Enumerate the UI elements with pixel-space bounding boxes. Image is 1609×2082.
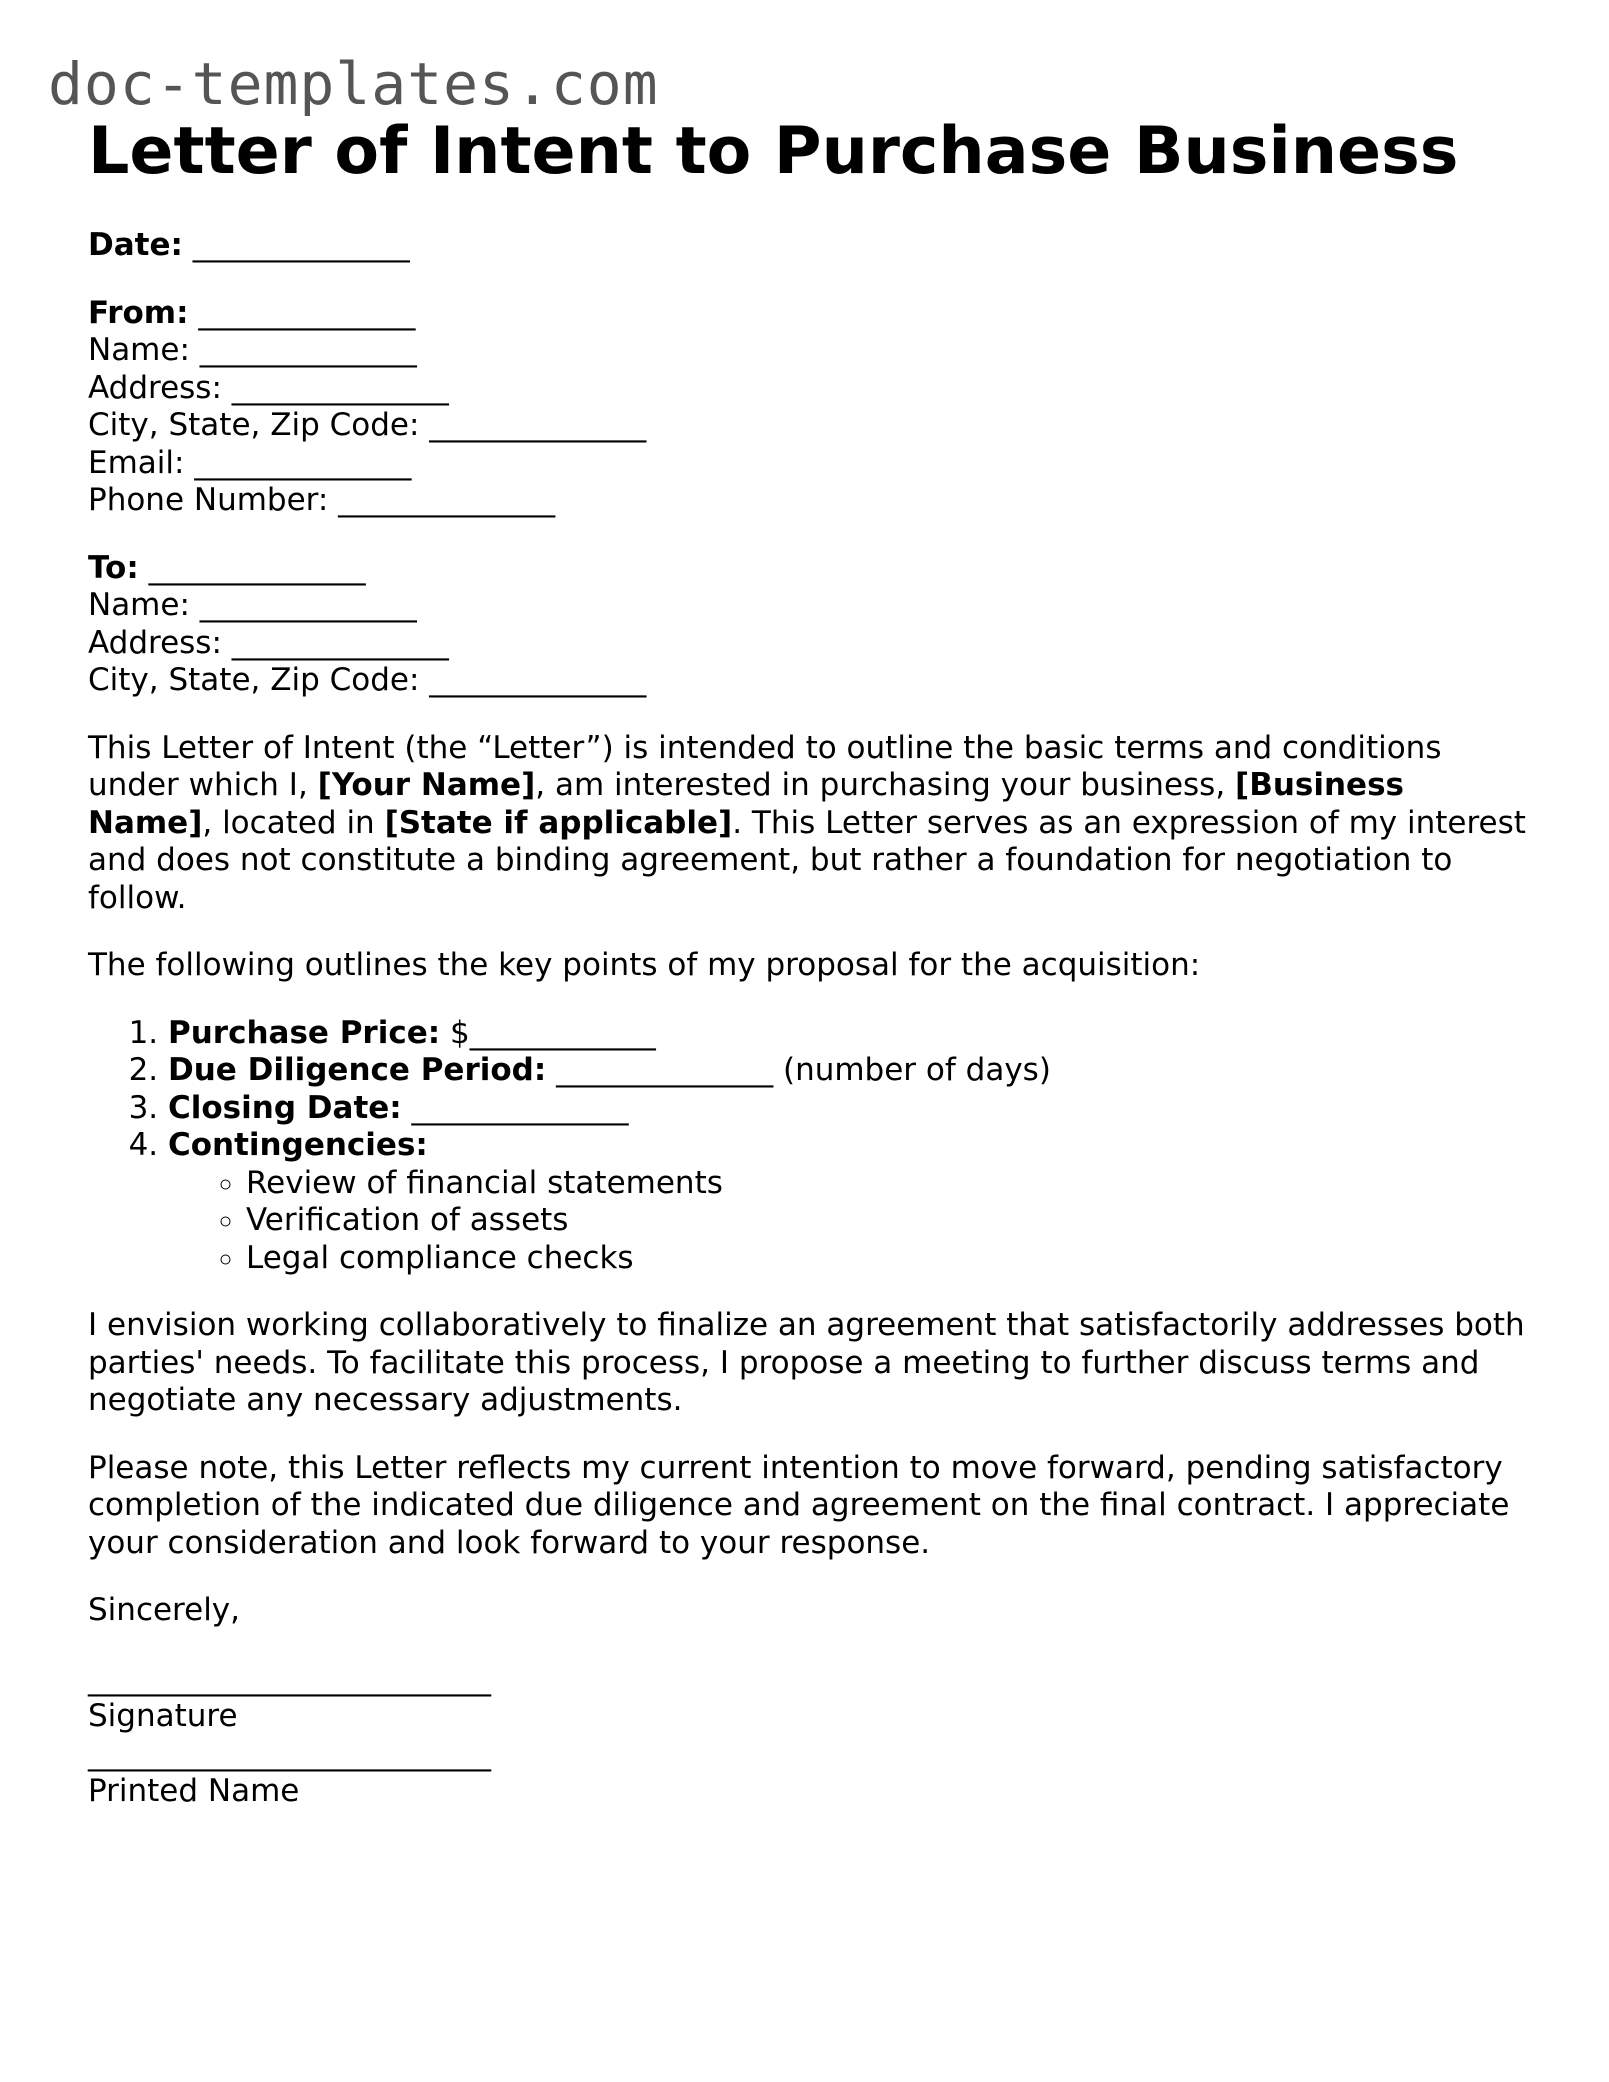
terms-list	[88, 1015, 1528, 1278]
to-section	[88, 550, 1528, 700]
field-label: Phone Number:	[88, 482, 329, 518]
collaboration-paragraph: I envision working collaboratively to finalize an agreement that satisfactorily addresses both parties' needs. To facilitate this process, I propose a meeting to further discuss terms and negotiate any necessary adjustments.	[88, 1307, 1525, 1418]
printed-name-block	[88, 1736, 1528, 1811]
term-value: ______________	[401, 1089, 629, 1126]
date-blank: ______________	[192, 227, 410, 263]
from-phone-field	[88, 482, 1528, 520]
term-label: Purchase Price:	[168, 1014, 441, 1051]
contingencies-list	[168, 1165, 1528, 1278]
list-item: ◦ Review of financial statements	[246, 1165, 1528, 1203]
field-blank: ______________	[429, 662, 647, 698]
to-name-field	[88, 587, 1528, 625]
to-label: To:	[88, 549, 139, 586]
letter-document	[88, 112, 1528, 1811]
key-points-intro: The following outlines the key points of my proposal for the acquisition:	[88, 947, 1201, 983]
term-closing-date	[168, 1090, 1528, 1128]
from-section	[88, 295, 1528, 520]
business-name-placeholder: [Business Name]	[88, 767, 1404, 841]
state-placeholder: [State if applicable]	[384, 804, 733, 841]
signature-line: __________________________	[88, 1660, 491, 1697]
intro-text-1: This Letter of Intent (the “Letter”) is intended to outline the basic terms and conditions under which I,	[88, 729, 1442, 803]
list-item: ◦ Verification of assets	[246, 1202, 1528, 1240]
field-label: City, State, Zip Code:	[88, 662, 420, 698]
term-value: $____________	[440, 1014, 656, 1051]
from-label: From:	[88, 294, 189, 331]
field-label: Name:	[88, 587, 190, 623]
from-city-field	[88, 407, 1528, 445]
field-label: Name:	[88, 332, 190, 368]
field-label: City, State, Zip Code:	[88, 407, 420, 443]
from-address-field	[88, 370, 1528, 408]
from-blank: ______________	[198, 294, 416, 331]
intro-text-4: . This Letter serves as an expression of my interest and does not constitute a binding agreement, but rather a foundation for negotiation to follow.	[88, 804, 1526, 916]
field-blank: ______________	[194, 444, 412, 481]
term-value: ______________ (number of days)	[546, 1052, 1051, 1088]
signature-label: Signature	[88, 1698, 238, 1734]
field-blank: ______________	[231, 369, 449, 406]
term-due-diligence	[168, 1052, 1528, 1090]
field-blank: ______________	[429, 407, 647, 443]
field-label: Email:	[88, 444, 185, 481]
field-blank: ______________	[199, 587, 417, 623]
term-purchase-price	[168, 1015, 1528, 1053]
to-city-field	[88, 662, 1528, 700]
printed-name-label: Printed Name	[88, 1773, 300, 1809]
list-item: ◦ Legal compliance checks	[246, 1240, 1528, 1278]
intro-text-3: , located in	[202, 804, 385, 841]
your-name-placeholder: [Your Name]	[317, 767, 536, 803]
field-label: Address:	[88, 624, 222, 661]
signature-block	[88, 1661, 1528, 1736]
date-section	[88, 227, 1528, 265]
term-contingencies	[168, 1127, 1528, 1277]
field-blank: ______________	[231, 624, 449, 661]
from-email-field	[88, 445, 1528, 483]
intro-paragraph	[88, 730, 1528, 918]
date-label: Date:	[88, 227, 183, 263]
field-blank: ______________	[338, 482, 556, 518]
field-blank: ______________	[199, 332, 417, 368]
from-name-field	[88, 332, 1528, 370]
printed-name-line: __________________________	[88, 1735, 491, 1772]
term-label: Closing Date:	[168, 1089, 402, 1126]
field-label: Address:	[88, 369, 222, 406]
term-label: Contingencies:	[168, 1127, 428, 1163]
note-paragraph: Please note, this Letter reflects my current intention to move forward, pending satisfactory completion of the indicated due diligence and agreement on the final contract. I appreciate your consideration and look forward to your response.	[88, 1449, 1510, 1561]
to-blank: ______________	[148, 549, 366, 586]
site-watermark: doc-templates.com	[48, 50, 659, 118]
page-title: Letter of Intent to Purchase Business	[88, 114, 1459, 189]
term-label: Due Diligence Period:	[168, 1052, 547, 1088]
intro-text-2: , am interested in purchasing your business,	[535, 767, 1236, 803]
closing-salutation: Sincerely,	[88, 1592, 241, 1628]
to-address-field	[88, 625, 1528, 663]
